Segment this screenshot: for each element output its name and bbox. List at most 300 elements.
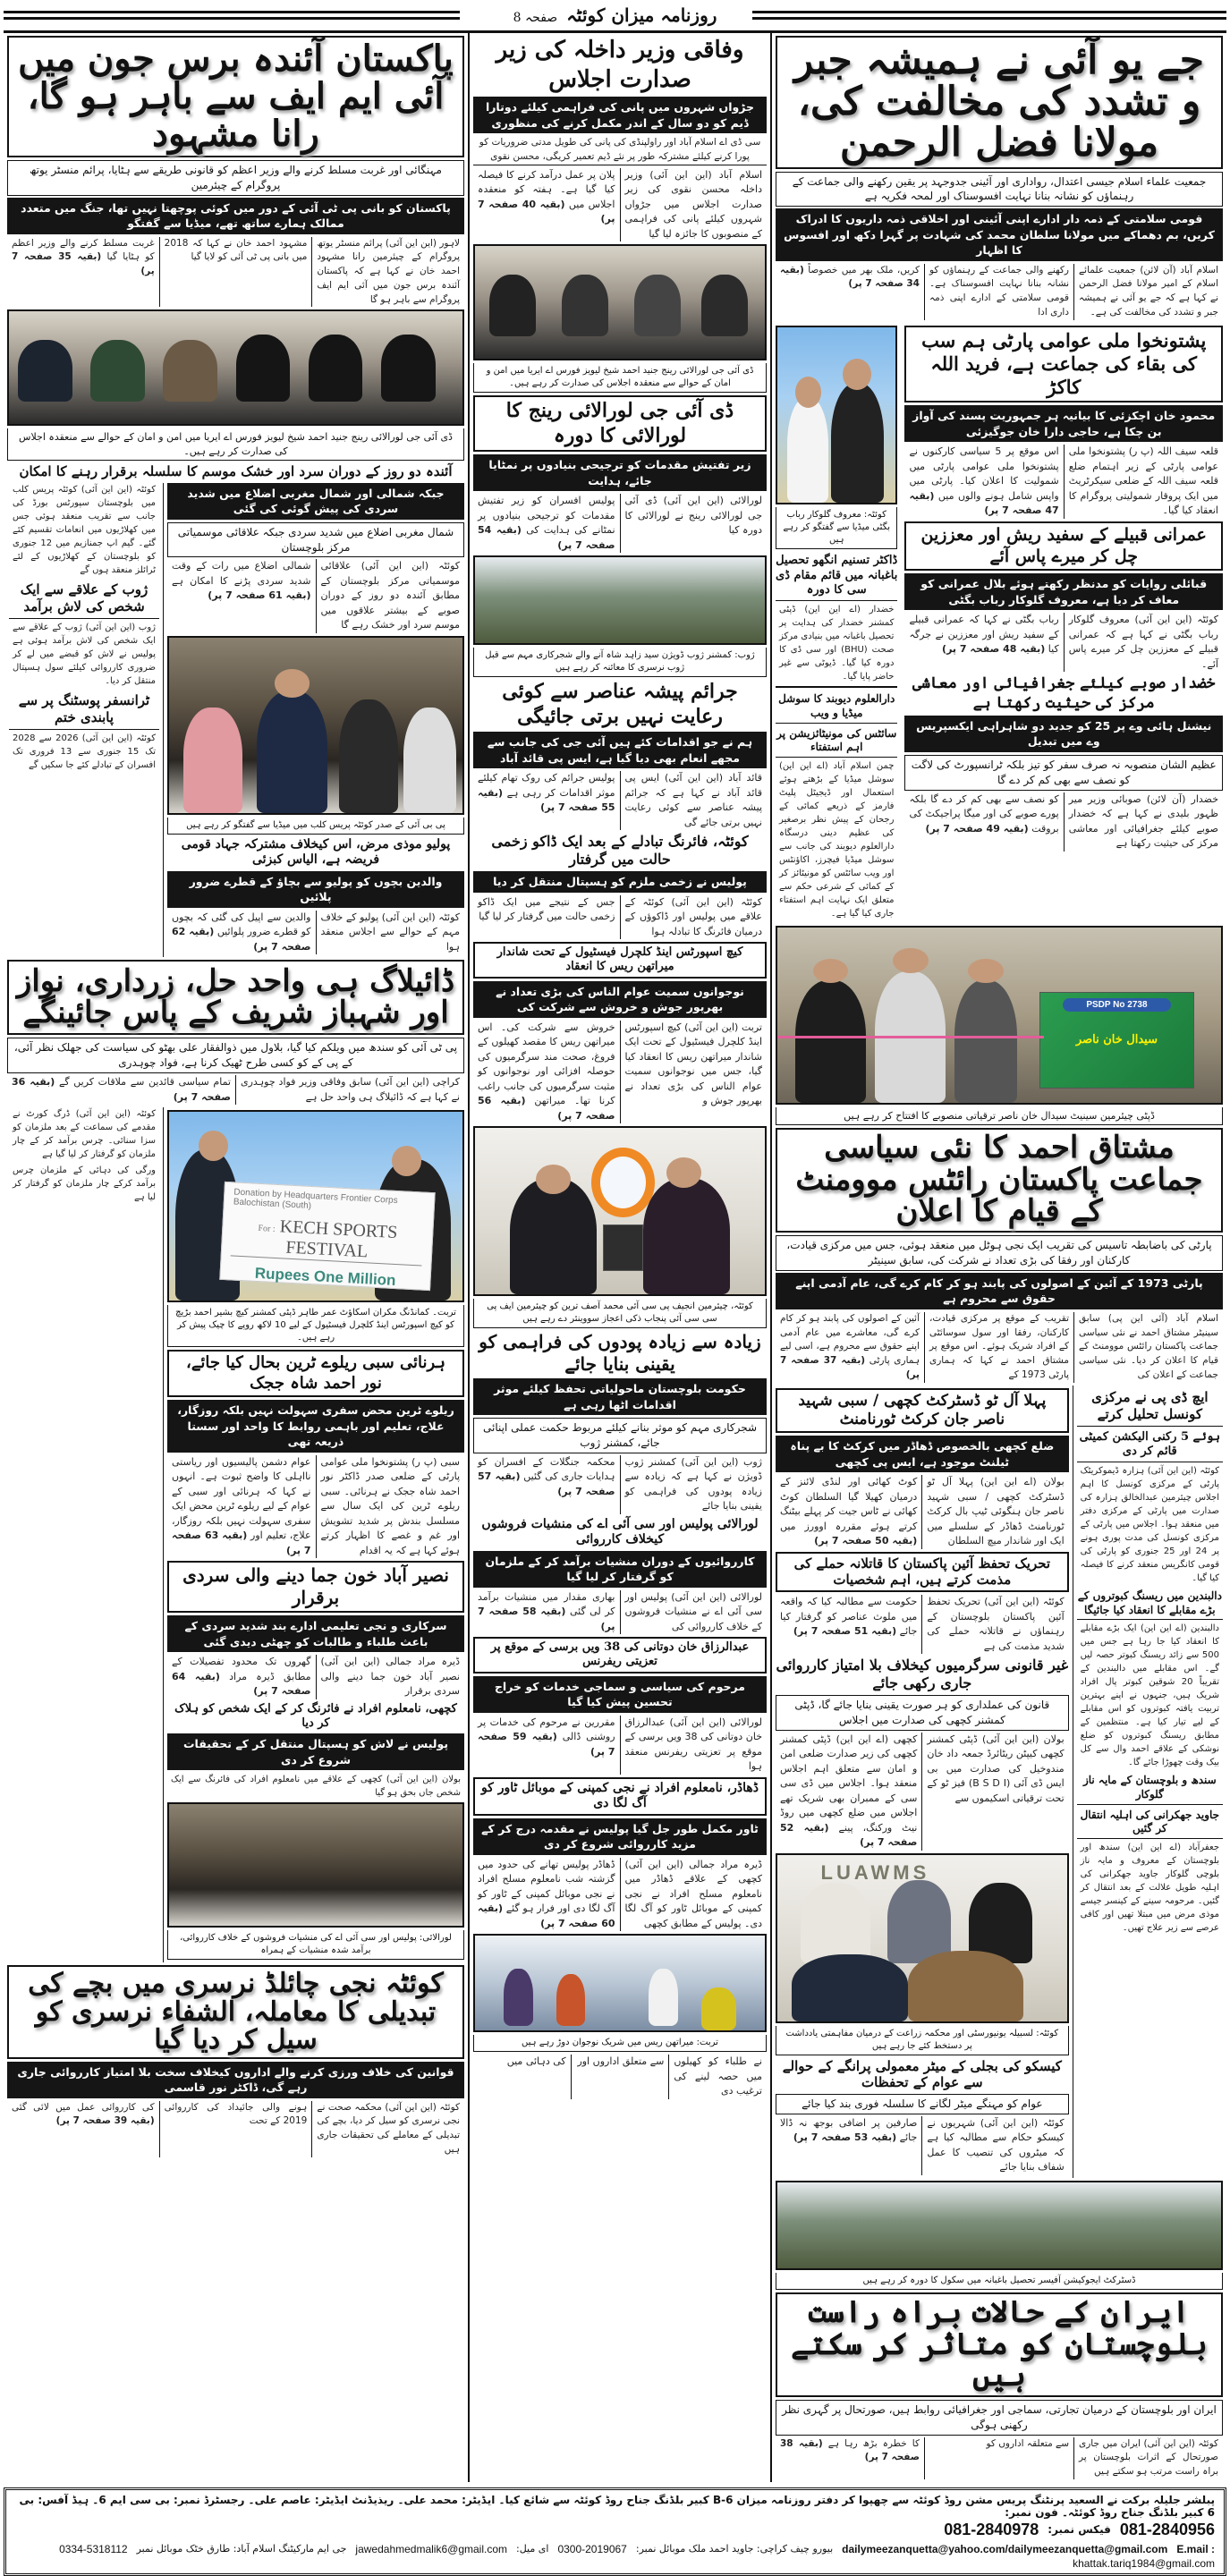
right-lower-block	[772, 1385, 1226, 2178]
imrani-body	[904, 613, 1223, 672]
firing-kicker: پولیس نے زخمی ملزم کو ہسپتال منتقل کر دیا	[473, 871, 767, 893]
interior-minister-headline: وفاقی وزیر داخلہ کی زیر صدارت اجلاس	[496, 37, 744, 93]
mobile-number-1: 0300-2019067	[557, 2542, 627, 2555]
dig-meeting-photo-right	[473, 244, 767, 360]
bureau-islamabad: جی ایم مارکیٹنگ اسلام آباد: طارق خٹک موبائل نمبر	[136, 2543, 347, 2555]
masthead	[0, 0, 1230, 30]
body-text: کراچی (این این آئی) سابق وفاقی وزیر فواد چوہدری نے کہا ہے کہ ڈائیلاگ ہی واحد حل ہے	[241, 1076, 460, 1103]
deoband-body: چمن اسلام آباد (اے این این) سوشل میڈیا کے بڑھتے ہوئے استعمال اور ڈیجیٹل پلیٹ فارمز کے ذریعے کمائی کے رجحان کے پیش نظر برصغیر کی عظیم دینی درسگاہ دارالعلوم دیوبند کی جانب سے سوشل میڈیا فیچرز، اکاؤنٹس اور ویب سائٹس کو مونیٹائز کر کے کمائی کے شرعی حکم سے متعلق ایک نہایت اہم استفتاء جاری کیا گیا ہے۔	[779, 760, 895, 919]
newspaper-name: روزنامہ میزان کوئٹہ	[566, 4, 717, 26]
continuation-note: (بقیہ 63 صفحہ 7 پر)	[172, 1530, 311, 1556]
souvenir-book	[603, 1224, 643, 1271]
continuation-note: (بقیہ 38 صفحہ 7 پر)	[780, 2437, 920, 2463]
deoband-headline-1: دارالعلوم دیوبند کا سوشل میڈیا و ویب	[776, 691, 897, 723]
fax-number: 081-2840978	[944, 2520, 1039, 2538]
loralai-police-headline: لورالائی پولیس اور سی آئی اے کی منشیات فروشوں کیخلاف کارروائی	[481, 1516, 759, 1547]
hdp-headline-2: ہوئے 5 رکنی الیکشن کمیٹی قائم کر دی	[1077, 1428, 1223, 1463]
body-text: کچھی (اے این این) ڈپٹی کمشنر کچھی کی زیر صدارت ضلعی امن و امان سے متعلق اہم اجلاس منعقد ہوا۔ اجلاس میں ڈی سی سی کے ممبران بھی شریک تھے اجلاس میں ضلع کچھی میں روڈ نیٹ ورکنگ، پینے (بقیہ 52 صفحہ 7 پر)	[776, 1733, 922, 1851]
baghbana-headline: ڈاکٹر تسنیم انگھو تحصیل باغبانہ میں قائم مقام ڈی سی کا دورہ	[776, 552, 897, 602]
nursery-kicker: قوانین کی خلاف ورزی کرنے والے اداروں کیخلاف سخت بلا امتیاز کارروائی جاری رہے گی، ڈاکٹر نور قاسمی	[7, 2062, 464, 2098]
kachhi-kicker: پولیس نے لاش کو ہسپتال منتقل کر کے تحقیقات شروع کر دی	[167, 1733, 464, 1770]
newspaper-title	[505, 4, 726, 26]
person-figure	[795, 980, 866, 1103]
hdp-body: کوئٹہ (این این آئی) ہزارہ ڈیموکریٹک پارٹی کے مرکزی کونسل کا اہم اجلاس چیئرمین عبدالخالق ہزارہ کی صدارت میں پارٹی کے مرکزی دفتر میں منعقد ہوا۔ اجلاس میں پارٹی کے مرکزی کونسل کی مدت پوری ہونے پر 24 اور 25 جنوری کو پارٹی کی قومی کانگریس منعقد کرنے کا فیصلہ کیا گیا۔	[1080, 1466, 1220, 1584]
body-text: جس کے نتیجے میں ایک ڈاکو زخمی حالت میں گرفتار کر لیا گیا	[473, 895, 621, 940]
person-figure	[183, 708, 242, 813]
body-text: قلعہ سیف اللہ (پ ر) پشتونخوا ملی عوامی پارٹی کے زیر اہتمام ضلع قلعہ سیف اللہ کے ضلعی سیکرٹریٹ میں ایک پروقار شمولیتی پروگرام کا انعقاد کیا گیا۔	[1068, 445, 1218, 517]
interior-body	[473, 168, 767, 242]
loralai-police-body	[473, 1590, 767, 1635]
zhob-headline: ژوب کے علاقے سے ایک شخص کی لاش برآمد	[9, 580, 159, 619]
singer-interview-photo	[776, 326, 897, 504]
person-head	[392, 1146, 421, 1176]
masthead-rule-left	[4, 11, 460, 20]
continuation-note: (بقیہ 49 صفحہ 7 پر)	[925, 822, 1029, 835]
money-body: کوئٹہ (این این آئی) ڈرگ کورٹ نے مقدمے کی سماعت کے بعد ملزمان کو سزا سنائی۔ چرس برآمد کر کے چار ملزمان کو گرفتار کر لیا گیا ہے	[13, 1109, 156, 1160]
continuation-note: (بقیہ 60 صفحہ 7 پر)	[478, 1902, 615, 1929]
person-head	[536, 1165, 571, 1194]
khuzdar-kicker: نیشنل ہائی وے پر 25 کو جدید دو شاہراہی ایکسپریس وے میں تبدیل	[904, 716, 1223, 752]
body-text: رکھنے والی جماعت کے رہنماؤں کو نشانہ بنانا نہایت افسوسناک ہے۔ قومی سلامتی کے ادارے اپنی ذمہ داری ادا	[925, 264, 1074, 320]
person-head	[199, 1131, 228, 1161]
newspaper-page	[4, 30, 1226, 2482]
email-1[interactable]: jawedahmedmalik6@gmail.com	[355, 2542, 508, 2555]
body-text: اسلام آباد (این این آئی) وزیر داخلہ محسن نقوی کی زیر صدارت اجلاس میں جڑواں شہروں کیلئے پانی کی فراہمی کے منصوبوں کا جائزہ لیا گیا	[624, 168, 762, 240]
razzaq-headline: عبدالرزاق خان دوتانی کی 38 ویں برسی کے موقع پر تعزیتی ریفرنس	[473, 1637, 767, 1674]
tehreek-headline: تحریک تحفظ آئین پاکستان کا قاتلانہ حملے کی مذمت کرتے ہیں، اہم شخصیات	[776, 1552, 1069, 1593]
body-text: تقریب کے موقع پر مرکزی قیادت، کارکنان، رفقا اور سول سوسائٹی کے افراد شریک ہوئے۔ اس موقع پر مشتاق احمد نے کہا کہ ہماری پارٹی 1973 کے	[925, 1312, 1074, 1383]
imprint-line-1	[15, 2494, 1215, 2539]
dig-visit-kicker: زیر تفتیش مقدمات کو ترجیحی بنیادوں پر نمٹایا جائے، ہدایت	[473, 454, 767, 491]
person-figure	[489, 275, 536, 336]
body-text: اسلام آباد (آن لائن) جمعیت علمائے اسلام کے امیر مولانا فضل الرحمن نے کہا ہے کہ جے یو آئی نے ہمیشہ جبر و تشدد کی مخالفت کی ہے۔	[1079, 264, 1218, 318]
body-text: کی دہائی میں	[473, 2055, 572, 2099]
body-text: سبی (پ ر) پشتونخوا ملی عوامی پارٹی کے ضلعی صدر ڈاکٹر نور احمد شاہ ججک نے ہرنائی۔ سبی ریلوے ٹرین کی ایک سال سے مسلسل بندش پر شدید تشویش اور غم و غصے کا اظہار کرتے ہوئے کہا ہے کہ یہ اقدام	[320, 1455, 460, 1556]
kech-sports-cheque-photo	[167, 1110, 464, 1302]
pigeon-body: دالبندین (اے این این) ایک بڑے مقابلے کا انعقاد کیا جا رہا ہے جس میں 500 سے زائد ریسنگ کبوتر حصہ لیں گے۔ اس مقابلے میں دالبندین کے تقریباً 20 شوقین کبوتر پال افراد شریک ہیں، جنہوں نے اپنے بہترین تربیت یافتہ کبوتروں کو اس مقابلے کے لیے تیار کیا ہے۔ منتظمین کے مطابق ریسنگ کبوتروں کو ضلع نوشکی کے علاقے احمد وال سے کل بیک وقت چھوڑا جائے گا۔	[1080, 1623, 1219, 1768]
phone-number: 081-2840956	[1119, 2520, 1215, 2538]
imprint-footer	[4, 2487, 1226, 2576]
illegal-subhead: قانون کی عملداری کو ہر صورت یقینی بنایا جائے گا، ڈپٹی کمشنر کچھی کی صدارت میں اجلاس	[776, 1695, 1069, 1731]
body-text: ڈیرہ مراد جمالی (این این آئی) نصیر آباد خون جما دینے والی سردی برقرار	[320, 1656, 460, 1698]
ribbon	[777, 1036, 1044, 1038]
person-figure	[309, 335, 363, 402]
imrani-kicker: قبائلی روایات کو مدنظر رکھتے ہوئے بلال عمرانی کو معاف کر دیا ہے، معروف گلوکار رباب بگٹی	[904, 573, 1223, 610]
runner-figure	[701, 1987, 736, 2030]
person-figure	[257, 691, 327, 813]
body-text: کوئٹہ (این این آئی) محکمہ صحت نے نجی نرسری کو سیل کر دیا، بچے کی تبدیلی کے معاملے کی تحقیقات جاری ہیں	[317, 2101, 460, 2155]
nursery-body	[7, 2101, 464, 2157]
firing-body	[473, 895, 767, 940]
continuation-note: (بقیہ 34 صفحہ 7 پر)	[780, 264, 920, 290]
mushtaq-headline: مشتاق احمد کا نئی سیاسی جماعت پاکستان رائٹس موومنٹ کے قیام کا اعلان	[776, 1128, 1223, 1233]
plants-headline: زیادہ سے زیادہ پودوں کی فراہمی کو یقینی بنایا جائے	[479, 1331, 761, 1375]
bottom-snippets	[473, 2055, 767, 2099]
razzaq-kicker: مرحوم کی سیاسی و سماجی خدمات کو خراج تحسین پیش کیا گیا	[473, 1676, 767, 1713]
continuation-note: (بقیہ 61 صفحہ 7 پر)	[208, 589, 311, 602]
body-text: کوئٹہ (این این آئی) شہریوں نے کیسکو حکام سے مطالبہ کیا ہے کہ میٹروں کی تنصیب کا عمل شفاف بنایا جائے	[927, 2116, 1065, 2174]
continuation-note: (بقیہ 57 صفحہ 7 پر)	[478, 1470, 615, 1497]
body-text: کی کارروائی عمل میں لائی گئی (بقیہ 39 صفحہ 7 پر)	[7, 2101, 160, 2157]
body-text: بھاری مقدار میں منشیات برآمد کر لی گئی (بقیہ 58 صفحہ 7 پر)	[473, 1590, 621, 1635]
body-text: کوئٹہ (این این آئی) ایران میں جاری صورتحال کے اثرات بلوچستان پر براہ راست مرتب ہو سکتے ہیں	[1079, 2437, 1218, 2478]
photo-caption: تربت۔ کمانڈنگ مکران اسکاؤٹ عمر طاہر ڈپٹی کمشنر کیچ بشیر احمد بڑیچ کو کیچ اسپورٹس اینڈ کلچرل فیسٹیول کے لیے 10 لاکھ روپے کا چیک پیش کر رہے ہیں۔	[167, 1305, 464, 1347]
left-column	[4, 33, 468, 2482]
person-head	[666, 1157, 701, 1187]
body-text: بولان (اے این این) پہلا آل ٹو ڈسٹرکٹ کچھی / سبی شہید ناصر جان ہنگوئی ٹیپ بال کرکٹ ٹورنامنٹ ڈھاڈر کے سلسلے میں ایک اور شاندار میچ السلطان	[927, 1476, 1065, 1546]
left-middle-wide	[164, 1107, 468, 1962]
person-head	[893, 948, 929, 972]
dig-visit-headline: ڈی آئی جی لورالائی رینج کا لورالائی کا دورہ	[473, 395, 767, 452]
body-text: پولیس جرائم کی روک تھام کیلئے موثر اقدامات کر رہی ہے (بقیہ 55 صفحہ 7 پر)	[473, 771, 621, 830]
plants-kicker-2: شجرکاری مہم کو موثر بنانے کیلئے مربوط حکمت عملی اپنائی جائے، کمشنر ژوب	[473, 1418, 767, 1453]
weather-body	[167, 559, 464, 633]
ribbon-cutting-photo	[776, 926, 1223, 1105]
mushtaq-body	[776, 1312, 1223, 1383]
person-figure	[163, 340, 217, 402]
crime-body	[473, 771, 767, 830]
body-text: غربت مسلط کرنے والے وزیر اعظم کو ہٹایا گیا (بقیہ 35 صفحہ 7 پر)	[7, 237, 160, 308]
nursery-photo	[473, 555, 767, 645]
right-lower-narrow	[1073, 1385, 1226, 2178]
train-kicker: ریلوے ٹرین محض سفری سہولت نہیں بلکہ روزگار، علاج، تعلیم اور باہمی روابط کا واحد اور سستا ذریعہ تھی	[167, 1400, 464, 1453]
masthead-rule-right	[752, 11, 1226, 20]
continuation-note: (بقیہ 53 صفحہ 7 پر)	[793, 2131, 897, 2144]
continuation-note: (بقیہ 58 صفحہ 7 پر)	[478, 1606, 615, 1632]
polio-headline: پولیو موذی مرض، اس کیخلاف مشترکہ جہاد قومی فریضہ ہے، الیاس کبزئی	[181, 836, 451, 868]
interior-kicker: جڑواں شہروں میں پانی کی فراہمی کیلئے دوتارا ڈیم کو دو سال کے اندر مکمل کرنے کی منظوری	[473, 97, 767, 133]
body-text: خضدار (آن لائن) صوبائی وزیر میر ظہور بلیدی نے کہا ہے کہ خضدار صوبے کیلئے جغرافیائی اور معاشی مرکز کی حیثیت رکھتا ہے	[1068, 792, 1218, 849]
bureau-karachi: بیورو چیف کراچی: جاوید احمد ملک موبائل نمبر:	[635, 2543, 834, 2555]
plants-kicker-1: حکومت بلوچستان ماحولیاتی تحفظ کیلئے موثر اقدامات اٹھا رہی ہے	[473, 1378, 767, 1415]
continuation-note: (بقیہ 50 صفحہ 7 پر)	[814, 1535, 918, 1546]
marathon-body	[473, 1021, 767, 1124]
left-middle-narrow	[5, 1107, 164, 1962]
iran-subhead: ایران اور بلوچستان کے درمیان تجارتی، سماجی اور جغرافیائی روابط ہیں، صورتحال پر گہری نظر رکھنی ہوگی	[776, 2400, 1223, 2436]
body-text: لورالائی (این این آئی) ڈی آئی جی لورالائی رینج نے لورالائی کا دورہ کیا	[624, 495, 762, 536]
train-headline: ہرنائی سبی ریلوے ٹرین بحال کیا جائے، نور احمد شاہ ججک	[167, 1350, 464, 1397]
polio-body	[167, 911, 464, 955]
lead-subhead: مہنگائی اور غربت مسلط کرنے والے وزیر اعظم کو قانونی طریقے سے ہٹایا، پرائم منسٹر یوتھ پروگرام کے چیئرمین	[7, 160, 464, 196]
continuation-note: (بقیہ 52 صفحہ 7 پر)	[779, 1821, 918, 1849]
continuation-note: (بقیہ 54 صفحہ 7 پر)	[478, 524, 615, 551]
khuzdar-body	[904, 792, 1223, 852]
person-figure	[90, 340, 145, 402]
person-figure	[18, 340, 72, 402]
mushtaq-subhead: پارٹی کی باضابطہ تاسیس کی تقریب ایک نجی ہوٹل میں منعقد ہوئی، جس میں مرکزی قیادت، کارکنان اور رفقا کی بڑی تعداد نے شرکت کی، سابق سینیٹر	[776, 1235, 1223, 1271]
photo-caption: کوئٹہ، چیئرمین انجیف پی سی آئی محمد آصف ترین کو چیئرمین ایف پی سی سی آئی پنجاب ذکی اعجاز سووینئر دے رہے ہیں	[473, 1299, 767, 1328]
runner-figure	[556, 1974, 585, 2026]
fpcci-photo	[473, 1126, 767, 1296]
email-label: E.mail :	[1176, 2542, 1215, 2555]
body-text: لورالائی (این این آئی) پولیس اور سی آئی اے نے منشیات فروشوں کے خلاف کارروائی کی	[624, 1590, 762, 1632]
levies-photo	[167, 1802, 464, 1928]
pkmap-headline: پشتونخوا ملی عوامی پارٹی ہم سب کی بقاء کی جماعت ہے، فرید اللہ کاکڑ	[904, 326, 1223, 403]
right-upper-block	[772, 323, 1226, 923]
email-label-urdu: ای میل:	[516, 2543, 549, 2555]
middle-column	[468, 33, 770, 2482]
person-figure	[887, 1880, 951, 1963]
weather-kicker: جبکہ شمالی اور شمال مغربی اضلاع میں شدید سردی کی پیش گوئی کی گئی	[167, 483, 464, 520]
person-head	[843, 359, 871, 390]
body-text: مقررین نے مرحوم کی خدمات پر روشنی ڈالی (بقیہ 59 صفحہ 7 پر)	[473, 1716, 621, 1775]
kachhi-headline: کچھی، نامعلوم افراد نے فائرنگ کر کے ایک شخص کو ہلاک کر دیا	[174, 1701, 457, 1730]
page-number: صفحہ 8	[513, 11, 558, 25]
continuation-note: (بقیہ 51 صفحہ 7 پر)	[793, 1625, 897, 1637]
dig-visit-body	[473, 494, 767, 553]
body-text: کوئٹہ (این این آئی) علاقائی موسمیاتی مرکز بلوچستان کے مطابق آئندہ دو روز کے دوران صوبے کے بیشتر علاقوں میں موسم سرد اور خشک رہے گا	[320, 560, 460, 631]
person-figure	[801, 1883, 870, 1962]
body-text: کوئٹہ (این این آئی) پولیو کے خلاف مہم کے حوالے سے اجلاس منعقد ہوا	[320, 911, 460, 953]
razzaq-body	[473, 1716, 767, 1775]
person-figure	[831, 383, 885, 502]
email-2[interactable]: khattak.tariq1984@gmail.com	[1073, 2556, 1215, 2570]
imrani-headline: عمرانی قبیلے کے سفید ریش اور معززین چل کر میرے پاس آئے	[904, 521, 1223, 572]
naseerabad-headline: نصیر آباد خون جما دینے والی سردی برقرار	[167, 1561, 464, 1613]
interior-subhead: سی ڈی اے اسلام آباد اور راولپنڈی کی پانی کی طویل مدتی ضروریات کو پورا کرنے کیلئے مشترکہ طور پر نئے ڈیم تعمیر کریگی، محسن نقوی	[473, 136, 767, 165]
body-text: گھروں تک محدود تفصیلات کے مطابق ڈیرہ مراد (بقیہ 64 صفحہ 7 پر)	[167, 1655, 317, 1699]
continuation-note: (بقیہ 59 صفحہ 7 پر)	[478, 1731, 615, 1758]
body-text: رباب بگٹی نے کہا کہ عمرانی قبیلے کے سفید ریش اور معززین نے جرگہ کیا (بقیہ 48 صفحہ 7 پر)	[904, 613, 1064, 672]
person-figure	[787, 397, 828, 503]
body-text: لاہور (این این آئی) پرائم منسٹر یوتھ پروگرام کے چیئرمین رانا مشہود احمد خان نے کہا ہے کہ پاکستان آئندہ برس جون میں آئی ایم ایف پروگرام سے باہر ہو گا	[317, 237, 460, 305]
plants-body	[473, 1455, 767, 1514]
person-head	[968, 959, 1004, 983]
lead-body	[776, 264, 1223, 320]
email-main[interactable]: dailymeezanquetta@yahoo.com/dailymeezanquetta@gmail.com	[842, 2542, 1168, 2555]
signing-photo	[776, 1853, 1069, 2023]
photo-caption: پی بی آئی کے صدر کوئٹہ پریس کلب میں میڈیا سے گفتگو کر رہے ہیں	[167, 818, 464, 835]
cricket-headline: پہلا آل ٹو ڈسٹرکٹ کچھی / سبی شہید ناصر جان کرکٹ ٹورنامنٹ	[776, 1388, 1069, 1434]
transfer-body: کوئٹہ (این این آئی) 2026 سے 2028 تک 15 جنوری سے 13 فروری تک افسران کے تبادلے کئے جا سکیں گے	[13, 733, 157, 770]
photo-caption: کوئٹہ: لسبیلہ یونیورسٹی اور محکمہ زراعت کے درمیان مفاہمتی یادداشت پر دستخط کئے جا رہے ہیں	[776, 2026, 1069, 2055]
lead-subhead: جمعیت علماء اسلام جیسی اعتدال، رواداری اور آئینی جدوجہد پر یقین رکھنے والی جماعت کے رہنماؤں کو نشانہ بنانا نہایت افسوسناک اور لمحہ فکریہ ہے	[776, 172, 1223, 208]
continuation-note: (بقیہ 47 صفحہ 7 پر)	[909, 489, 1059, 517]
body-text: کوئٹہ (این این آئی) معروف گلوکار رباب بگٹی نے کہا ہے کہ عمرانی قبیلے کے معززین چل کر میرے پاس آئے۔	[1068, 614, 1218, 670]
continuation-note: (بقیہ 37 صفحہ 7 پر)	[780, 1355, 920, 1380]
iran-body	[776, 2437, 1223, 2479]
marathon-kicker: نوجوانوں سمیت عوام الناس کی بڑی تعداد نے بھرپور جوش و خروش سے شرکت کی	[473, 981, 767, 1018]
psdp-banner	[1039, 992, 1195, 1089]
body-text: تربت (این این آئی) کیچ اسپورٹس اینڈ کلچرل فیسٹیول کے تحت ایک شاندار میراتھن ریس کا انعقاد کیا گیا، جس میں نوجوانوں سمیت عوام الناس کی بڑی تعداد نے بھرپور جوش و	[624, 1021, 762, 1106]
kesc-subhead: عوام کو مہنگے میٹر لگانے کا سلسلہ فوری بند کیا جائے	[776, 2094, 1069, 2114]
deoband-headline-2: سائٹس کی مونیٹائزیشن پر اہم استفتاء	[776, 725, 897, 758]
body-text: ہونے والی جائیداد کی کارروائی 2019 کے تحت	[160, 2101, 313, 2157]
person-head	[795, 377, 821, 408]
pigeon-headline: دالبندین میں ریسنگ کبوتروں کے بڑے مقابلے کا انعقاد کیا جائیگا	[1077, 1588, 1223, 1620]
lead-body	[7, 237, 464, 308]
body-text: خروش سے شرکت کی۔ اس میراتھن ریس کا مقصد کھیلوں کے فروغ، صحت مند سرگرمیوں کی حوصلہ افزائی اور نوجوانوں کو مثبت سرگرمیوں کی جانب راغب کرنا تھا۔ میراتھن (بقیہ 56 صفحہ 7 پر)	[473, 1021, 621, 1124]
singer-headline-2: جاوید جھکرانی کی اہلیہ انتقال کر گئیں	[1077, 1807, 1223, 1839]
illegal-body	[776, 1733, 1069, 1851]
body-text: پولیس افسران کو زیر تفتیش مقدمات کو ترجیحی بنیادوں پر نمٹانے کی ہدایت کی (بقیہ 54 صفحہ 7 پر)	[473, 494, 621, 553]
body-text: محکمہ جنگلات کے افسران کو ہدایات جاری کی گئیں (بقیہ 57 صفحہ 7 پر)	[473, 1455, 621, 1514]
person-figure	[792, 1954, 907, 2021]
person-figure	[510, 1178, 597, 1294]
body-text: لورالائی (این این آئی) عبدالرزاق خان دوتانی کی 38 ویں برسی کے موقع پر تعزیتی ریفرنس منعقد ہوا	[624, 1716, 763, 1773]
continuation-note: (بقیہ 48 صفحہ 7 پر)	[942, 643, 1046, 656]
person-head	[275, 669, 310, 697]
khuzdar-subhead: عظیم الشان منصوبہ نہ صرف سفر کو تیز بلکہ ٹرانسپورٹ کی لاگت کو نصف سے بھی کم کر دے گا	[904, 755, 1223, 791]
luawms-sign: LUAWMS	[820, 1861, 930, 1885]
lead-headline-fazl: جے یو آئی نے ہمیشہ جبر و تشدد کی مخالفت کی، مولانا فضل الرحمن	[776, 36, 1223, 169]
left-upper-narrow	[5, 483, 164, 958]
tower-body	[473, 1858, 767, 1932]
body-text: عوام دشمن پالیسیوں اور ریاستی نااہلی کا واضح ثبوت ہے۔ انہوں نے کہا کہ ہرنائی اور سبی کے عوام کے لیے ریلوے ٹرین محض ایک سفری سہولت نہیں بلکہ روزگار، علاج، تعلیم اور (بقیہ 63 صفحہ 7 پر)	[167, 1455, 317, 1559]
mobile-number-2: 0334-5318112	[59, 2542, 128, 2555]
marathon-headline: کیچ اسپورٹس اینڈ کلچرل فیسٹیول کے تحت شاندار میراتھن ریس کا انعقاد	[473, 942, 767, 979]
body-text: کریں، ملک بھر میں خصوصاً (بقیہ 34 صفحہ 7 پر)	[776, 264, 925, 320]
kesc-body	[776, 2116, 1069, 2175]
tower-headline: ڈھاڈر، نامعلوم افراد نے نجی کمپنی کے موبائل ٹاور کو آگ لگا دی	[473, 1777, 767, 1816]
pkmap-story	[901, 323, 1226, 923]
train-body	[167, 1455, 464, 1559]
body-text: حکومت سے مطالبہ کیا کہ واقعہ میں ملوث عناصر کو گرفتار کیا جائے (بقیہ 51 صفحہ 7 پر)	[776, 1595, 922, 1654]
hdp-headline-1: ایچ ڈی پی نے مرکزی کونسل تحلیل کرتے	[1077, 1387, 1223, 1427]
cheque-amount: Rupees One Million	[254, 1265, 396, 1290]
naseerabad-body	[167, 1655, 464, 1699]
body-text: اسلام آباد (آئی این پی) سابق سینیٹر مشتاق احمد نے نئی سیاسی جماعت پاکستان رائٹس موومنٹ کے قیام کا اعلان کر دیا۔ نئی سیاسی جماعت کے اعلان کی	[1079, 1312, 1218, 1380]
tehreek-body	[776, 1595, 1069, 1654]
person-figure	[562, 275, 608, 336]
body-text: کوئٹہ (این این آئی) تحریک تحفظ آئین پاکستان بلوچستان کے رہنماؤں نے قاتلانہ حملے کی شدید مذمت کی ہے	[927, 1596, 1065, 1652]
imprint-line-2	[15, 2543, 1215, 2570]
press-talk-photo	[167, 636, 464, 815]
imprint-text: پبلشر جلیلہ برکت نے السعید پرنٹنگ پریس مشن روڈ کوئٹہ سے چھپوا کر دفتر روزنامہ میزان B-6 کبیر بلڈنگ جناح روڈ کوئٹہ سے شائع کیا۔ ایڈیٹر: محمد علی۔ ریذیڈنٹ ایڈیٹر: عاصم علی۔ رجسٹرڈ نمبر: بی سی ایم 6۔ ہیڈ آفس: بی 6 کبیر بلڈنگ جناح روڈ کوئٹہ۔ فون نمبر:	[19, 2493, 1215, 2519]
photo-caption: ڈپٹی چیئرمین سینیٹ سیدال خان ناصر ترقیاتی منصوبے کا افتتاح کر رہے ہیں	[776, 1107, 1223, 1125]
body-text: بولان (این این آئی) ڈپٹی کمشنر کچھی کیپٹن ریٹائرڈ جمعہ داد خان مندوخیل کی صدارت میں بی ایس ڈی آئی (B S D I) فیز ٹو کے تحت ترقیاتی اسکیموں سے	[927, 1733, 1065, 1804]
tower-kicker: ٹاور مکمل طور جل گیا پولیس نے مقدمہ درج کر کے مزید کارروائی شروع کر دی	[473, 1818, 767, 1855]
club-body: کوئٹہ (این این آئی) کوئٹہ پریس کلب میں بلوچستان سپورٹس بورڈ کی جانب سے تقریب منعقد ہوئی جس میں کھلاڑیوں میں انعامات تقسیم کئے گئے۔ گیم اپ جمنازیم میں 12 جنوری کو بلوچستان کے کھلاڑیوں کے لئے ٹرائلز منعقد ہوں گے	[13, 484, 156, 575]
right-lower-wide	[772, 1385, 1073, 2178]
body-text: تمام سیاسی قائدین سے ملاقات کریں گے (بقیہ 36 صفحہ 7 پر)	[7, 1075, 236, 1105]
body-text: والدین سے اپیل کی گئی کہ بچوں کو قطرے ضرور پلوائیں (بقیہ 62 صفحہ 7 پر)	[167, 911, 317, 955]
dialogue-headline: ڈائیلاگ ہی واحد حل، زرداری، نواز اور شہباز شریف کے پاس جائینگے	[7, 960, 464, 1035]
body-text: ڈیرہ مراد جمالی (این این آئی) کچھی کے علاقے ڈھاڈر میں نامعلوم مسلح افراد نے نجی کمپنی کے موبائل ٹاور کو آگ لگا دی۔ پولیس کے مطابق کچھی	[624, 1858, 762, 1929]
person-figure	[236, 335, 291, 402]
nursery-sealed-headline: کوئٹہ نجی چائلڈ نرسری میں بچے کی تبدیلی کا معاملہ، الشفاء نرسری کو سیل کر دیا گیا	[7, 1965, 464, 2059]
mushtaq-kicker: پارٹی 1973 کے آئین کے اصولوں کی پابند ہو کر کام کرے گی، عام آدمی اپنے حقوق سے محروم ہے	[776, 1273, 1223, 1309]
marathon-photo	[473, 1934, 767, 2032]
singer-body: جعفرآباد (اے این این) سندھ اور بلوچستان کے معروف و مایہ ناز بلوچی گلوکار جاوید جھکرانی کی اہلیہ طویل علالت کے بعد انتقال کر گئیں۔ مرحومہ سینے کے کینسر جیسے موذی مرض میں مبتلا تھیں اور کافی عرصے سے زیر علاج تھیں۔	[1080, 1842, 1219, 1933]
loralai-police-kicker: کارروائیوں کے دوران منشیات برآمد کر کے ملزمان کو گرفتار کر لیا گیا	[473, 1551, 767, 1588]
runner-figure	[504, 1969, 532, 2026]
weather-headline: آئندہ دو روز کے دوران سرد اور خشک موسم کا سلسلہ برقرار رہنے کا امکان	[19, 463, 453, 480]
photo-caption: ڈسٹرکٹ ایجوکیشن آفیسر تحصیل باغبانہ میں سکول کا دورہ کر رہے ہیں	[776, 2273, 1223, 2290]
money-side: ورگی کی دہائی کے ملزمان چرس برآمد کرکے چار ملزمان کو گرفتار کر لیا ہے	[13, 1165, 156, 1203]
lead-kicker: قومی سلامتی کے ذمہ دار ادارے اپنی آئینی اور اخلاقی ذمہ داریوں کا ادراک کریں، بم دھماکے میں مولانا سلطان محمد کی شہادت پر گہرا دکھ اور افسوس کا اظہار	[776, 208, 1223, 261]
person-figure	[908, 1951, 1023, 2021]
person-figure	[339, 699, 398, 813]
kachhi-body: بولان (این این آئی) کچھی کے علاقے میں نامعلوم افراد کی فائرنگ سے ایک شخص جاں بحق ہو گیا	[171, 1775, 461, 1799]
person-figure	[701, 275, 748, 336]
continuation-note: (بقیہ 56 صفحہ 7 پر)	[478, 1095, 615, 1122]
banner-name: سیدال خان ناصر	[1075, 1033, 1158, 1047]
photo-caption: تربت: میراتھن ریس میں شریک نوجوان دوڑ رہے ہیں	[473, 2035, 767, 2052]
photo-caption: ڈی آئی جی لورالائی رینج جنید احمد شیخ لیویز فورس اے ایریا میں امن و امان کے حوالے سے منعقدہ اجلاس کی صدارت کر رہے ہیں۔	[473, 363, 767, 393]
baghbana-body: خضدار (اے این این) ڈپٹی کمشنر خضدار کی ہدایت پر تحصیل باغبانہ میں بنیادی مرکز صحت (BHU) اور سی ڈی کا دورہ کیا گیا۔ ڈیوٹی سے غیر حاضر پایا گیا۔	[779, 605, 895, 682]
person-figure	[634, 275, 681, 336]
fax-label: فیکس نمبر:	[1048, 2523, 1111, 2537]
continuation-note: (بقیہ 62 صفحہ 7 پر)	[172, 926, 311, 953]
weather-subhead: شمال مغربی اضلاع میں شدید سردی جبکہ علاقائی موسمیاتی مرکز بلوچستان	[167, 522, 464, 558]
kesc-headline: کیسکو کی بجلی کے میٹر معمولی پرانگے کے حوالے سے عوام کے تحفظات	[782, 2057, 1062, 2091]
photo-caption: کوئٹہ: معروف گلوکار رباب بگٹی میڈیا سے گفتگو کر رہے ہیں	[776, 507, 897, 549]
singer-headline-1: سندھ و بلوچستان کے مایہ ناز گلوکار	[1077, 1772, 1223, 1804]
right-column	[770, 33, 1226, 2482]
banner-psdp-number: PSDP No 2738	[1063, 998, 1170, 1012]
illegal-headline: غیر قانونی سرگرمیوں کیخلاف بلا امتیاز کارروائی جاری رکھی جائے	[776, 1657, 1069, 1691]
person-figure	[954, 980, 1016, 1103]
body-text: شمالی اضلاع میں رات کے وقت شدید سردی پڑنے کا امکان ہے (بقیہ 61 صفحہ 7 پر)	[167, 559, 317, 633]
continuation-note: (بقیہ 40 صفحہ 7 پر)	[478, 198, 615, 225]
body-text: سے متعلقہ اداروں کو	[925, 2437, 1074, 2479]
right-narrow-column	[772, 323, 901, 923]
body-text: سے متعلق اداروں اور	[572, 2055, 670, 2099]
continuation-note: (بقیہ 64 صفحہ 7 پر)	[172, 1670, 311, 1698]
body-text: پلان پر عمل درآمد کرنے کا فیصلہ کیا گیا ہے۔ ہفتہ کو منعقدہ اجلاس میں (بقیہ 40 صفحہ 7 پر)	[473, 168, 621, 242]
left-middle-block	[4, 1107, 468, 1962]
lead-kicker: پاکستان کو بانی پی ٹی آئی کے دور میں کوئی پوچھتا نہیں تھا، جنگ میں متعدد ممالک ہمارے ساتھ تھے، میڈیا سے گفتگو	[7, 198, 464, 234]
continuation-note: (بقیہ 35 صفحہ 7 پر)	[11, 251, 155, 277]
zhob-body: ژوب (این این آئی) ژوب کے علاقے سے ایک شخص کی لاش برآمد ہوئی ہے پولیس نے لاش کو قبضے میں لے کر ضروری کارروائی کیلئے سول ہسپتال منتقل کر دیا۔	[13, 622, 156, 686]
cheque-donation-line: Donation by Headquarters Frontier Corps Balochistan (South)	[233, 1187, 398, 1212]
pkmap-kicker: محمود خان اچکزئی کا بیانیہ ہر جمہوریت پسند کی آواز بن چکا ہے، حاجی دارا خان جوگیزئی	[904, 405, 1223, 442]
runner-figure	[649, 1969, 677, 2026]
cheque-title: For : KECH SPORTS FESTIVAL	[231, 1215, 424, 1267]
body-text: مشہود احمد خان نے کہا کہ 2018 میں بانی پی ٹی آئی کو لایا گیا	[160, 237, 313, 308]
crime-headline: جرائم پیشہ عناصر سے کوئی رعایت نہیں برتی جائیگی	[502, 680, 738, 728]
continuation-note: (بقیہ 55 صفحہ 7 پر)	[478, 786, 615, 813]
body-text: ژوب (این این آئی) کمشنر ژوب ڈویژن نے کہا ہے کہ زیادہ سے زیادہ پودوں کی فراہمی کو یقینی بنایا جائے	[624, 1455, 762, 1513]
continuation-note: (بقیہ 36 صفحہ 7 پر)	[12, 1076, 231, 1103]
polio-kicker: والدین بچوں کو پولیو سے بچاؤ کے قطرے ضرور پلائیں	[167, 871, 464, 908]
photo-caption: لورالائی: پولیس اور سی آئی اے کی منشیات فروشوں کے خلاف کارروائی، برآمد شدہ منشیات کے ہمراہ	[167, 1930, 464, 1960]
body-text: آئین کے اصولوں کی پابند ہو کر کام کرے گی، معاشرے میں عام آدمی اپنے حقوق سے محروم ہے، اسی لیے ہماری پارٹی (بقیہ 37 صفحہ 7 پر)	[776, 1312, 925, 1383]
school-visit-photos	[776, 2181, 1223, 2270]
firing-headline: کوئٹہ، فائرنگ تبادلے کے بعد ایک ڈاکو زخمی حالت میں گرفتار	[491, 833, 749, 868]
person-figure	[403, 708, 456, 813]
body-text: نے طلباء کو کھیلوں میں حصہ لینے کی ترغیب دی	[674, 2055, 762, 2097]
body-text: صارفین پر اضافی بوجھ نہ ڈالا جائے (بقیہ 53 صفحہ 7 پر)	[776, 2116, 922, 2175]
dig-meeting-photo	[7, 309, 464, 426]
body-text: کوئٹہ (این این آئی) کوئٹہ کے علاقے میں پولیس اور ڈاکوؤں کے درمیان فائرنگ کا تبادلہ ہوا	[624, 895, 762, 937]
crime-kicker: ہم نے جو اقدامات کئے ہیں آئی جی کی جانب سے مجھے انعام بھی دیا گیا ہے، ایس پی قائد آباد	[473, 732, 767, 768]
cricket-body	[776, 1475, 1069, 1549]
person-figure	[381, 335, 436, 402]
iran-headline: ایران کے حالات براہ راست بلوچستان کو متاثر کر سکتے ہیں	[776, 2292, 1223, 2397]
cricket-kicker: ضلع کچھی بالخصوص ڈھاڈر میں کرکٹ کا بے پناہ ٹیلنٹ موجود ہے، ایس پی کچھی	[776, 1436, 1069, 1472]
photo-caption: ڈی آئی جی لورالائی رینج جنید احمد شیخ لیویز فورس اے ایریا میں امن و امان کے حوالے سے منعقدہ اجلاس کی صدارت کر رہے ہیں۔	[7, 428, 464, 461]
photo-caption: ژوب: کمشنر ژوب ڈویژن سید زاہد شاہ آنے والے شجرکاری مہم سے قبل ژوب نرسری کا معائنہ کر رہے ہیں	[473, 648, 767, 677]
body-text: کو نصف سے بھی کم کر دے گا بلکہ پورے صوبے کی اور میگا پراجیکٹ کی بروقت (بقیہ 49 صفحہ 7 پر)	[904, 792, 1064, 852]
fpcci-logo	[591, 1148, 655, 1217]
body-text: کوٹ کھائی اور لنڈی لائنز کے درمیان کھیلا گیا السلطان کوٹ کھائی نے ٹاس جیت کر پہلے بیٹنگ کرتے ہوئے مقررہ اوورز میں (بقیہ 50 صفحہ 7 پر)	[776, 1475, 922, 1549]
body-text: اس موقع پر 5 سیاسی کارکنوں نے پشتونخوا ملی عوامی پارٹی میں شمولیت کا اعلان کیا۔ پارٹی میں واپس شامل ہونے والوں میں (بقیہ 47 صفحہ 7 پر)	[904, 445, 1064, 519]
person-figure	[643, 1178, 730, 1294]
cheque	[219, 1182, 436, 1291]
transfer-headline: ٹرانسفر پوسٹنگ پر سے پابندی ختم	[9, 691, 159, 730]
dialogue-body	[7, 1075, 464, 1105]
continuation-note: (بقیہ 39 صفحہ 7 پر)	[55, 2115, 155, 2127]
body-text: ڈھاڈر پولیس تھانے کی حدود میں گزشتہ شب نامعلوم مسلح افراد نے نجی موبائل کمپنی کے ٹاور کو آگ لگا دی اور فرار ہو گئے (بقیہ 60 صفحہ 7 پر)	[473, 1858, 621, 1932]
naseerabad-kicker: سرکاری و نجی تعلیمی ادارے بند شدید سردی کے باعث طلباء و طالبات کو چھٹی دیدی گئی	[167, 1615, 464, 1652]
body-text: قائد آباد (این این آئی) ایس پی قائد آباد نے کہا ہے کہ جرائم پیشہ عناصر سے کوئی رعایت نہیں برتی جائے گی	[624, 772, 762, 828]
lead-headline-rana-mashhood: پاکستان آئندہ برس جون میں آئی ایم ایف سے باہر ہو گا، رانا مشہود	[7, 36, 464, 157]
left-upper-block	[4, 483, 468, 958]
body-text: کا خطرہ بڑھ رہا ہے (بقیہ 38 صفحہ 7 پر)	[776, 2437, 925, 2479]
khuzdar-headline: خضدار صوبے کیلئے جغرافیائی اور معاشی مرکز کی حیثیت رکھتا ہے	[912, 674, 1216, 712]
